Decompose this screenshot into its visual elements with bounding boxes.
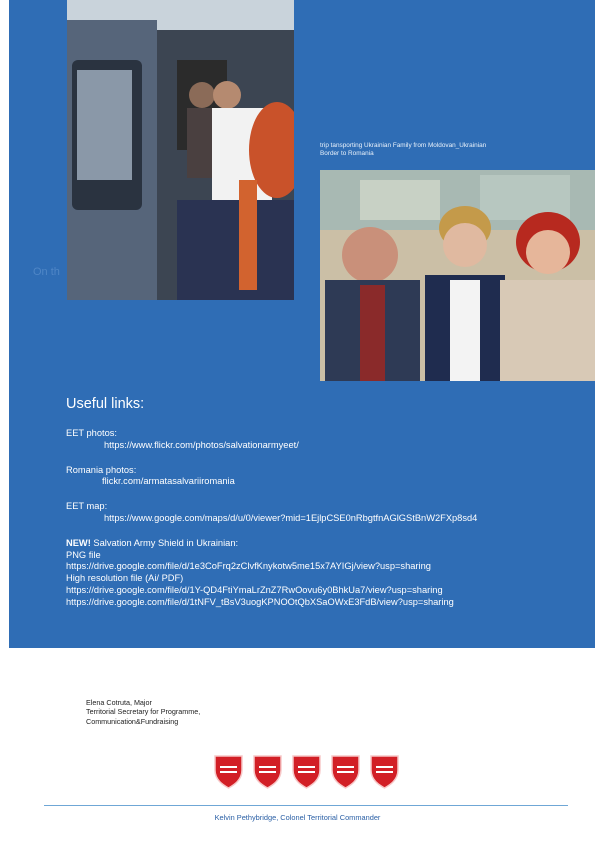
photo-caption: trip tansporting Ukrainian Family from Moldovan_Ukrainian Border to Romania [320, 142, 487, 157]
signature-title-2: Communication&Fundraising [86, 716, 179, 726]
photo-three-people [320, 170, 595, 381]
shield-label: Salvation Army Shield in Ukrainian: [90, 537, 239, 548]
eet-photos-link[interactable]: https://www.flickr.com/photos/salvationarmyeet/ [104, 439, 299, 450]
shield-logo-icon [330, 753, 361, 789]
signature-name: Elena Cotruta, Major [86, 698, 152, 707]
shield-logo-icon [252, 753, 283, 789]
signature-title-1: Territorial Secretary for Programme, [86, 707, 201, 717]
eet-map-label: EET map: [66, 501, 108, 512]
new-badge: NEW! [66, 537, 91, 548]
romania-photos-group [66, 465, 576, 489]
romania-photos-label: Romania photos: [66, 464, 137, 475]
hires-file-label: High resolution file (Ai/ PDF) [66, 573, 184, 584]
hires-file-link-1[interactable]: https://drive.google.com/file/d/1Y-QD4FtiYmaLrZnZ7RwOovu6y0BhkUa7/view?usp=sharing [66, 584, 443, 595]
footer-divider [44, 805, 568, 806]
eet-map-group [66, 501, 576, 525]
romania-photos-link[interactable]: flickr.com/armatasalvariiromania [102, 476, 235, 487]
png-file-link[interactable]: https://drive.google.com/file/d/1e3CoFrq2zClvfKnykotw5me15x7AYIGj/view?usp=sharing [66, 561, 431, 572]
shield-logo-icon [213, 753, 244, 789]
useful-links-section [66, 395, 576, 622]
ghost-text: On th [33, 266, 60, 278]
png-file-label: PNG file [66, 549, 101, 560]
shield-logos-row [213, 753, 400, 789]
eet-map-link[interactable]: https://www.google.com/maps/d/u/0/viewer?mid=1EjlpCSE0nRbgtfnAGlGStBnW2FXp8sd4 [104, 512, 478, 523]
eet-photos-label: EET photos: [66, 428, 117, 438]
footer-commander: Kelvin Pethybridge, Colonel Territorial Commander [214, 813, 381, 822]
shield-heading [66, 538, 576, 550]
signature-block [86, 698, 200, 726]
shield-logo-icon [369, 753, 400, 789]
useful-links-heading: Useful links: [66, 396, 145, 412]
shield-logo-icon [291, 753, 322, 789]
hires-file-link-2[interactable]: https://drive.google.com/file/d/1tNFV_tBsV3uogKPNOOtQbXSaOWxE3FdB/view?usp=sharing [66, 596, 454, 607]
eet-photos-group [66, 428, 576, 452]
shield-group [66, 538, 576, 609]
photo-van-boarding [67, 0, 294, 300]
